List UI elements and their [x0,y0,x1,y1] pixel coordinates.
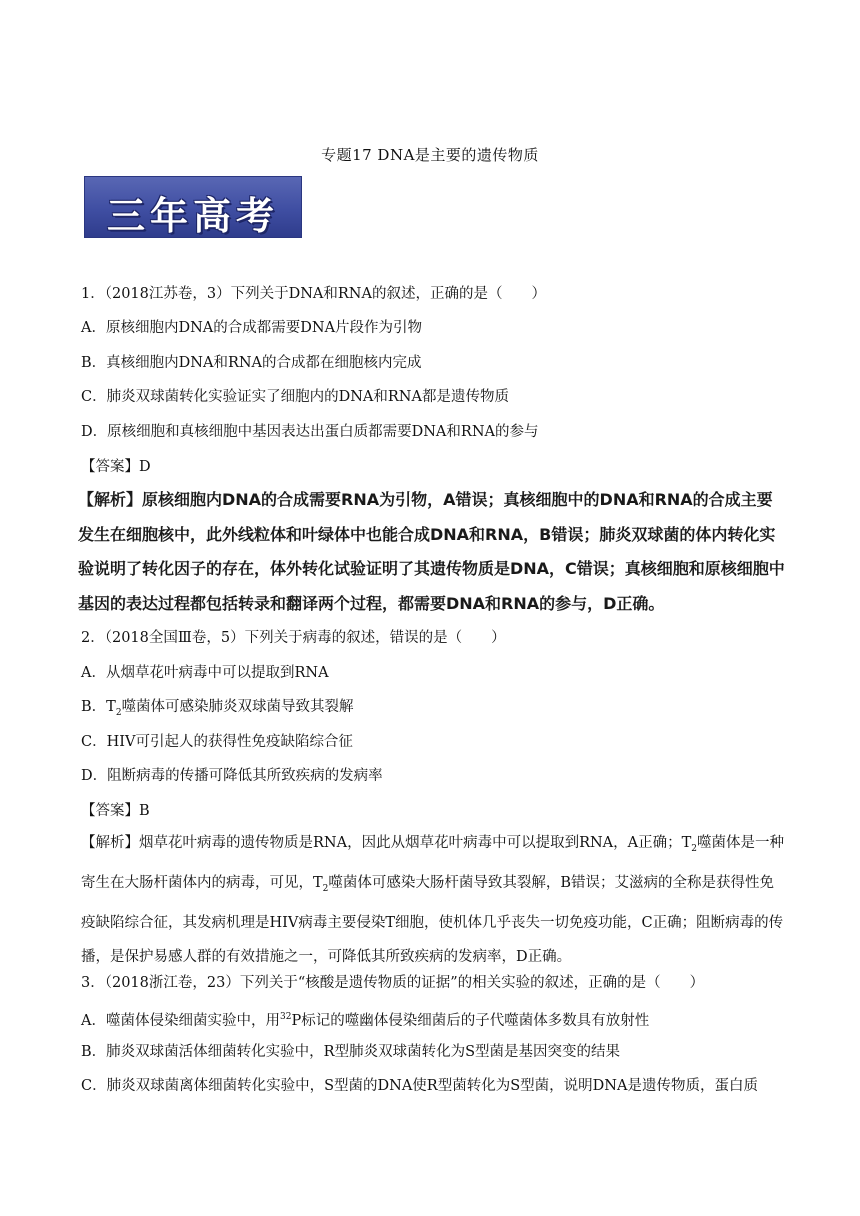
question-3-option-a [81,1007,649,1031]
page-title: 专题17 DNA是主要的遗传物质 [321,146,539,164]
question-3-option-b: B．肺炎双球菌活体细菌转化实验中，R型肺炎双球菌转化为S型菌是基因突变的结果 [81,1044,621,1060]
question-1-stem: 1．（2018江苏卷，3）下列关于DNA和RNA的叙述，正确的是（ ） [81,286,546,302]
q2-analysis-part-1: 【解析】烟草花叶病毒的遗传物质是RNA，因此从烟草花叶病毒中可以提取到RNA，A正确；T [81,835,692,851]
question-2-option-b [81,697,354,723]
question-2-stem: 2．（2018全国Ⅲ卷，5）下列关于病毒的叙述，错误的是（ ） [81,630,506,646]
question-3-stem: 3．（2018浙江卷，23）下列关于“核酸是遗传物质的证据”的相关实验的叙述，正确的是（ ） [81,975,705,991]
question-1-analysis: 【解析】原核细胞内DNA的合成需要RNA为引物，A错误；真核细胞中的DNA和RNA的合成主要发生在细胞核中，此外线粒体和叶绿体中也能合成DNA和RNA，B错误；肺炎双球菌的体内转化实验说明了转化因子的存在，体外转化试验证明了其遗传物质是DNA，C错误；真核细胞和原核细胞中基因的表达过程都包括转录和翻译两个过程，都需要DNA和RNA的参与，D正确。 [78,490,785,613]
q2-analysis-part-2: 噬菌体是一种寄生在大肠杆菌体内的病毒，可见，T [81,835,785,891]
question-2-analysis [81,826,785,974]
q3-a-rest: P标记的噬幽体侵染细菌后的子代噬菌体多数具有放射性 [291,1012,650,1029]
q3-a-prefix: A．噬菌体侵染细菌实验中，用 [81,1012,280,1029]
question-1-option-a: A．原核细胞内DNA的合成都需要DNA片段作为引物 [81,320,423,336]
question-2-option-c: C．HIV可引起人的获得性免疫缺陷综合征 [81,734,353,750]
question-2-option-a: A．从烟草花叶病毒中可以提取到RNA [81,665,329,681]
question-1-option-c: C．肺炎双球菌转化实验证实了细胞内的DNA和RNA都是遗传物质 [81,389,509,405]
three-years-exam-banner [84,176,302,238]
q2-analysis-part-3: 噬菌体可感染大肠杆菌导致其裂解，B错误；艾滋病的全称是获得性免疫缺陷综合征，其发病机理是HIV病毒主要侵染T细胞，使机体几乎丧失一切免疫功能，C正确；阻断病毒的传播，是保护易感人群的有效措施之一，可降低其所致疾病的发病率，D正确。 [81,874,784,965]
q2-b-rest: 噬菌体可感染肺炎双球菌导致其裂解 [121,699,354,715]
question-1-option-d: D．原核细胞和真核细胞中基因表达出蛋白质都需要DNA和RNA的参与 [81,424,539,440]
q2-analysis-subscript-1: 2 [691,843,698,854]
question-2-answer: 【答案】B [81,803,150,819]
question-2-option-d: D．阻断病毒的传播可降低其所致疾病的发病率 [81,768,383,784]
q2-b-prefix: B．T [81,699,116,715]
q2-analysis-subscript-2: 2 [322,883,329,894]
question-1-answer: 【答案】D [81,459,151,475]
question-3-option-c: C．肺炎双球菌离体细菌转化实验中，S型菌的DNA使R型菌转化为S型菌，说明DNA是遗传物质，蛋白质 [81,1078,758,1094]
question-1-option-b: B．真核细胞内DNA和RNA的合成都在细胞核内完成 [81,355,422,371]
q3-a-superscript: 32 [279,1012,292,1022]
banner-text: 三年高考 [106,194,279,238]
q2-b-subscript: 2 [115,707,122,718]
